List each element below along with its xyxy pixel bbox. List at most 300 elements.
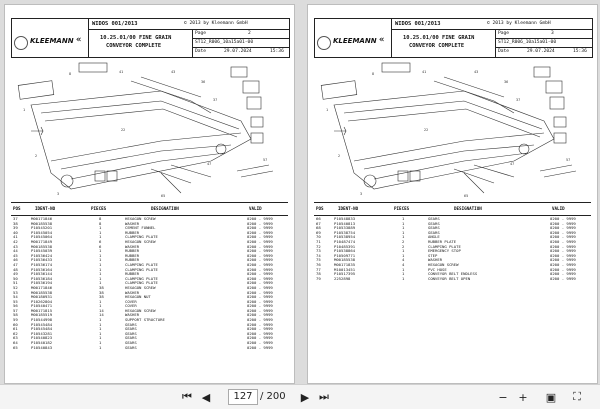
cell-designation: GEARS	[125, 344, 137, 350]
header-designation: DESIGNATION	[454, 206, 482, 211]
cell-pieces: 1	[99, 271, 102, 277]
cell-pos: 44	[13, 248, 18, 254]
cell-valid: 0200 - 9999	[550, 257, 576, 263]
last-page-icon[interactable]: ⏭	[319, 390, 329, 403]
cell-valid: 0200 - 9999	[247, 229, 273, 235]
cell-valid: 0200 - 9999	[550, 252, 576, 258]
svg-text:2: 2	[338, 154, 341, 158]
cell-pos: 40	[13, 229, 18, 235]
cell-pos: 54	[13, 294, 18, 300]
cell-designation: PVC HOSE	[428, 266, 447, 272]
cell-pieces: 1	[99, 248, 102, 254]
model-name: WIDOS 001/2013	[92, 21, 138, 27]
callout-box	[231, 67, 247, 77]
cell-ident: M00185538	[31, 289, 53, 295]
cell-designation: GEARS	[125, 326, 137, 332]
cell-ident: M00171846	[31, 216, 53, 221]
cell-pieces: 1	[99, 229, 102, 235]
cell-ident: M00171815	[31, 307, 53, 313]
cell-valid: 0200 - 9999	[247, 252, 273, 258]
cell-pos: 70	[316, 234, 321, 240]
print-time: 15:36	[270, 49, 284, 54]
svg-text:47: 47	[207, 162, 212, 166]
cell-pos: 51	[13, 280, 18, 286]
cell-pieces: 1	[99, 326, 102, 332]
cell-pos: 61	[13, 326, 18, 332]
cell-valid: 0200 - 9999	[247, 261, 273, 267]
svg-text:57: 57	[566, 158, 571, 162]
svg-text:41: 41	[422, 70, 427, 74]
logo-chevron-icon: «	[379, 35, 385, 45]
cell-ident: P10536144	[31, 271, 53, 277]
cell-pos: 53	[13, 289, 18, 295]
cell-valid: 0200 - 9999	[550, 220, 576, 226]
cell-ident: P10540843	[31, 344, 53, 350]
cell-pos: 64	[13, 340, 18, 346]
cell-pos: 67	[316, 220, 321, 226]
cell-pos: 41	[13, 234, 18, 240]
cell-pos: 46	[13, 257, 18, 263]
kleemann-emblem-icon	[14, 36, 28, 50]
zoom-in-icon[interactable]: +	[518, 390, 528, 404]
page-number: 2	[248, 31, 251, 36]
cell-valid: 0200 - 9999	[550, 261, 576, 267]
cell-ident: P10545054	[31, 229, 53, 235]
page-number: 3	[551, 31, 554, 36]
first-page-icon[interactable]: ⏮	[182, 390, 192, 403]
cell-ident: M10013451	[334, 266, 356, 272]
cell-designation: CLAMPING PLATE	[125, 234, 158, 240]
svg-text:8: 8	[372, 72, 375, 76]
cell-valid: 0200 - 9999	[247, 248, 273, 254]
cell-pieces: 38	[99, 289, 104, 295]
cell-designation: SUPPORT STRUCTURE	[125, 317, 165, 323]
cell-pos: 59	[13, 317, 18, 323]
cell-pos: 55	[13, 298, 18, 304]
cell-valid: 0200 - 9999	[247, 344, 273, 350]
cell-designation: RUBBER	[125, 257, 140, 263]
cell-valid: 0200 - 9999	[247, 326, 273, 332]
cell-valid: 0200 - 9999	[247, 312, 273, 318]
cell-valid: 0200 - 9999	[247, 243, 273, 249]
header-pos: POS	[13, 206, 21, 211]
cell-pos: 74	[316, 252, 321, 258]
cell-pieces: 1	[402, 216, 405, 221]
cell-valid: 0200 - 9999	[247, 266, 273, 272]
cell-designation: CLAMPING PLATE	[428, 243, 461, 249]
assembly-title-line2: CONVEYOR COMPLETE	[409, 43, 465, 49]
cell-ident: P10536424	[31, 252, 53, 258]
cell-designation: RUBBER	[125, 248, 140, 254]
header-designation: DESIGNATION	[151, 206, 179, 211]
cell-designation: HEXAGON NUT	[125, 294, 151, 300]
svg-text:2: 2	[35, 154, 38, 158]
cell-designation: CLAMPING PLATE	[125, 266, 158, 272]
cell-pieces: 1	[99, 317, 102, 323]
cell-valid: 0200 - 9999	[247, 298, 273, 304]
fit-page-icon[interactable]: ▣	[545, 390, 557, 404]
cell-pieces: 1	[99, 280, 102, 286]
svg-text:36: 36	[201, 80, 206, 84]
cell-designation: WASHER	[125, 289, 140, 295]
cell-pieces: 1	[402, 234, 405, 240]
cell-pos: 38	[13, 220, 18, 226]
cell-valid: 0200 - 9999	[247, 340, 273, 346]
page-number-input[interactable]: 127	[228, 389, 258, 405]
cell-ident: M00185538	[31, 220, 53, 226]
cell-designation: GEARS	[428, 225, 440, 231]
cell-pieces: 1	[402, 252, 405, 258]
cell-designation: GEARS	[428, 229, 440, 235]
document-page-right	[307, 4, 598, 384]
cell-valid: 0200 - 9999	[247, 271, 273, 277]
cell-pieces: 1	[402, 220, 405, 226]
cell-designation: WASHER	[428, 257, 443, 263]
svg-text:43: 43	[474, 70, 479, 74]
cell-designation: WASHER	[125, 312, 140, 318]
cell-ident: M00185519	[31, 312, 53, 318]
cell-valid: 0200 - 9999	[550, 271, 576, 277]
cell-designation: CLAMPING PLATE	[125, 275, 158, 281]
cell-ident: P10545484	[31, 321, 53, 327]
cell-valid: 0200 - 9999	[247, 335, 273, 341]
company-logo: KLEEMANN	[333, 37, 377, 45]
cell-pos: 45	[13, 252, 18, 258]
cell-valid: 0200 - 9999	[247, 317, 273, 323]
header-ident: IDENT-NO	[338, 206, 359, 211]
cell-ident: M00171846	[31, 284, 53, 290]
cell-valid: 0200 - 9999	[247, 294, 273, 300]
cell-pieces: 1	[99, 261, 102, 267]
cell-ident: M00171835	[334, 261, 356, 267]
cell-valid: 0200 - 9999	[247, 234, 273, 240]
cell-pieces: 1	[99, 330, 102, 336]
cell-valid: 0200 - 9999	[247, 303, 273, 309]
cell-pieces: 14	[99, 312, 104, 318]
cell-ident: P10548833	[334, 216, 356, 221]
cell-pos: 79	[316, 275, 321, 281]
cell-ident: M00185538	[31, 243, 53, 249]
model-name: WIDOS 001/2013	[395, 21, 441, 27]
svg-text:22: 22	[121, 128, 126, 132]
cell-pieces: 38	[99, 284, 104, 290]
svg-text:8: 8	[69, 72, 72, 76]
date-label: Date	[498, 49, 510, 54]
cell-pieces: 1	[402, 248, 405, 254]
cell-designation: HEXAGON SCREW	[125, 238, 156, 244]
cell-ident: P10536164	[31, 266, 53, 272]
cell-pieces: 1	[99, 257, 102, 263]
cell-designation: GEARS	[125, 330, 137, 336]
header-pos: POS	[316, 206, 324, 211]
cell-valid: 0200 - 9999	[247, 238, 273, 244]
cell-pieces: 1	[402, 271, 405, 277]
zoom-out-icon[interactable]: −	[498, 390, 508, 404]
next-page-icon[interactable]: ▶	[300, 390, 310, 404]
cell-valid: 0200 - 9999	[247, 216, 273, 221]
cell-pos: 68	[316, 225, 321, 231]
cell-ident: P10544998	[31, 317, 53, 323]
cell-designation: HEXAGON SCREW	[428, 261, 459, 267]
cell-designation: GEARS	[125, 321, 137, 327]
svg-text:41: 41	[119, 70, 124, 74]
svg-text:3: 3	[57, 192, 60, 196]
page-label: Page	[195, 31, 207, 36]
exploded-parts-diagram	[314, 61, 591, 199]
cell-ident: P10536174	[31, 261, 53, 267]
cell-pos: 75	[316, 257, 321, 263]
cell-designation: RUBBER PLATE	[428, 238, 457, 244]
svg-text:1: 1	[326, 108, 329, 112]
document-page-left	[4, 4, 295, 384]
document-number: ST12_R006_10a15a01-00	[498, 40, 557, 45]
cell-designation: CONVEYOR BELT OPEN	[428, 275, 471, 281]
print-time: 15:36	[573, 49, 587, 54]
cell-designation: HEXAGON SCREW	[125, 284, 156, 290]
parts-list-table	[11, 202, 288, 350]
cell-designation: GEARS	[125, 335, 137, 341]
cell-valid: 0200 - 9999	[247, 307, 273, 313]
cell-pieces: 1	[99, 225, 102, 231]
svg-text:37: 37	[213, 98, 218, 102]
page-header	[314, 18, 593, 58]
svg-text:43: 43	[171, 70, 176, 74]
cell-pos: 49	[13, 271, 18, 277]
cell-valid: 0200 - 9999	[550, 243, 576, 249]
kleemann-emblem-icon	[317, 36, 331, 50]
cell-pos: 56	[13, 303, 18, 309]
cell-ident: P10540813	[334, 220, 356, 226]
cell-designation: RUBBER	[125, 252, 140, 258]
fullscreen-icon[interactable]: ⛶	[573, 390, 581, 403]
cell-pos: 72	[316, 243, 321, 249]
cell-pos: 71	[316, 238, 321, 244]
cell-designation: HEXAGON SCREW	[125, 216, 156, 221]
cell-pieces: 14	[99, 307, 104, 313]
svg-text:65: 65	[464, 194, 469, 198]
cell-designation: RUBBER	[125, 271, 140, 277]
cell-designation: WASHER	[125, 243, 140, 249]
cell-valid: 0200 - 9999	[550, 275, 576, 281]
cell-pos: 58	[13, 312, 18, 318]
cell-ident: P10545064	[31, 234, 53, 240]
cell-ident: P10517395	[334, 271, 356, 277]
cell-pos: 42	[13, 238, 18, 244]
cell-valid: 0200 - 9999	[247, 284, 273, 290]
cell-ident: M00180931	[31, 294, 53, 300]
cell-valid: 0200 - 9999	[550, 238, 576, 244]
svg-text:1: 1	[23, 108, 26, 112]
cell-valid: 0200 - 9999	[550, 216, 576, 221]
cell-ident: P10545201	[31, 225, 53, 231]
cell-pieces: 1	[99, 234, 102, 240]
document-number: ST12_R006_10a15a01-00	[195, 40, 254, 45]
cell-designation: COVER	[125, 303, 137, 309]
cell-ident: P10533889	[334, 225, 356, 231]
assembly-title-line1: 10.25.01/00 FINE GRAIN	[403, 35, 475, 41]
cell-pieces: 1	[99, 340, 102, 346]
page-label: Page	[498, 31, 510, 36]
cell-valid: 0200 - 9999	[247, 280, 273, 286]
parts-list-table	[314, 202, 591, 281]
company-logo: KLEEMANN	[30, 37, 74, 45]
cell-ident: P10545484	[31, 326, 53, 332]
assembly-title-line1: 10.25.01/00 FINE GRAIN	[100, 35, 172, 41]
cell-pieces: 1	[402, 225, 405, 231]
header-pieces: PIECES	[91, 206, 107, 211]
cell-designation: GEARS	[125, 340, 137, 346]
cell-designation: STEP	[428, 252, 438, 258]
cell-ident: P10536184	[31, 275, 53, 281]
cell-valid: 0200 - 9999	[550, 225, 576, 231]
cell-valid: 0200 - 9999	[247, 220, 273, 226]
print-date: 29.07.2024	[224, 49, 252, 54]
cell-designation: CLAMPING PLATE	[125, 261, 158, 267]
cell-pieces: 1	[99, 344, 102, 350]
header-valid: VALID	[249, 206, 262, 211]
table-row	[11, 346, 288, 351]
copyright-note: © 2013 by Kleemann GmbH	[184, 21, 248, 26]
cell-pos: 39	[13, 225, 18, 231]
cell-pos: 66	[316, 216, 321, 221]
cell-pieces: 1	[402, 275, 405, 281]
cell-pos: 62	[13, 330, 18, 336]
cell-ident: P10536194	[31, 280, 53, 286]
cell-valid: 0200 - 9999	[550, 234, 576, 240]
cell-ident: P10543281	[31, 330, 53, 336]
cell-pos: 69	[316, 229, 321, 235]
cell-pieces: 2	[402, 238, 405, 244]
cell-ident: P10485391	[334, 243, 356, 249]
cell-designation: COVER	[125, 298, 137, 304]
copyright-note: © 2013 by Kleemann GmbH	[487, 21, 551, 26]
svg-text:22: 22	[424, 128, 429, 132]
cell-ident: P10509771	[334, 252, 356, 258]
cell-designation: RUBBER	[125, 229, 140, 235]
cell-designation: GEARS	[428, 216, 440, 221]
table-row	[314, 277, 591, 282]
cell-ident: P10262804	[31, 298, 53, 304]
callout-box	[79, 63, 107, 72]
cell-pos: 48	[13, 266, 18, 272]
cell-pos: 60	[13, 321, 18, 327]
logo-chevron-icon: «	[76, 35, 82, 45]
cell-designation: HEXAGON SCREW	[125, 307, 156, 313]
cell-ident: P10540823	[31, 335, 53, 341]
cell-pieces: 6	[99, 243, 102, 249]
cell-designation: ANGLE	[428, 234, 440, 240]
header-pieces: PIECES	[394, 206, 410, 211]
svg-text:3: 3	[360, 192, 363, 196]
cell-ident: P10487474	[334, 238, 356, 244]
cell-pieces: 1	[99, 252, 102, 258]
cell-pieces: 1	[99, 303, 102, 309]
svg-text:47: 47	[510, 162, 515, 166]
cell-designation: CONVEYOR BELT ENDLESS	[428, 271, 478, 277]
cell-pieces: 1	[99, 335, 102, 341]
cell-ident: M00185538	[334, 257, 356, 263]
cell-ident: M00171849	[31, 238, 53, 244]
cell-valid: 0200 - 9999	[247, 289, 273, 295]
cell-pos: 73	[316, 248, 321, 254]
cell-ident: P10540182	[31, 340, 53, 346]
svg-text:36: 36	[504, 80, 509, 84]
cell-pieces: 6	[99, 238, 102, 244]
cell-pos: 37	[13, 216, 18, 221]
cell-valid: 0200 - 9999	[247, 257, 273, 263]
cell-designation: WASHER	[125, 220, 140, 226]
cell-ident: P10536433	[31, 257, 53, 263]
table-header	[11, 202, 288, 216]
cell-pos: 65	[13, 344, 18, 350]
viewer-toolbar	[0, 384, 600, 409]
cell-designation: CLAMPING PLATE	[125, 280, 158, 286]
cell-pieces: 1	[402, 266, 405, 272]
cell-pieces: 1	[402, 229, 405, 235]
cell-designation: EMERGENCY STOP	[428, 248, 461, 254]
print-date: 29.07.2024	[527, 49, 555, 54]
prev-page-icon[interactable]: ◀	[201, 390, 211, 404]
cell-designation: GEARS	[428, 220, 440, 226]
svg-text:65: 65	[161, 194, 166, 198]
cell-pos: 63	[13, 335, 18, 341]
date-label: Date	[195, 49, 207, 54]
cell-ident: P10545039	[31, 248, 53, 254]
cell-valid: 0200 - 9999	[247, 275, 273, 281]
cell-pos: 52	[13, 284, 18, 290]
cell-ident: P10538864	[334, 248, 356, 254]
page-total: / 200	[260, 391, 286, 402]
assembly-title-line2: CONVEYOR COMPLETE	[106, 43, 162, 49]
cell-pos: 50	[13, 275, 18, 281]
cell-pieces: 4	[402, 257, 405, 263]
exploded-parts-diagram	[11, 61, 288, 199]
cell-pieces: 1	[99, 275, 102, 281]
cell-pos: 57	[13, 307, 18, 313]
cell-pos: 76	[316, 261, 321, 267]
svg-text:57: 57	[263, 158, 268, 162]
cell-pieces: 2	[402, 243, 405, 249]
svg-text:37: 37	[516, 98, 521, 102]
cell-pieces: 1	[99, 266, 102, 272]
cell-ident: P10540471	[31, 303, 53, 309]
cell-ident: P10538754	[334, 229, 356, 235]
cell-pieces: 8	[99, 220, 102, 226]
cell-valid: 0200 - 9999	[247, 225, 273, 231]
cell-pieces: 38	[99, 294, 104, 300]
cell-pos: 43	[13, 243, 18, 249]
cell-pos: 78	[316, 271, 321, 277]
cell-pieces: 1	[99, 298, 102, 304]
cell-valid: 0200 - 9999	[247, 330, 273, 336]
header-valid: VALID	[552, 206, 565, 211]
header-ident: IDENT-NO	[35, 206, 56, 211]
page-header	[11, 18, 290, 58]
cell-valid: 0200 - 9999	[550, 266, 576, 272]
cell-ident: 2252898	[334, 275, 351, 281]
cell-pieces: 4	[402, 261, 405, 267]
cell-pos: 47	[13, 261, 18, 267]
cell-valid: 0200 - 9999	[550, 229, 576, 235]
cell-pieces: 1	[99, 321, 102, 327]
cell-pos: 77	[316, 266, 321, 272]
cell-ident: P10538954	[334, 234, 356, 240]
cell-valid: 0200 - 9999	[247, 321, 273, 327]
cell-valid: 0200 - 9999	[550, 248, 576, 254]
table-header	[314, 202, 591, 216]
cell-designation: CEMENT FUNNEL	[125, 225, 156, 231]
cell-pieces: 8	[99, 216, 102, 221]
